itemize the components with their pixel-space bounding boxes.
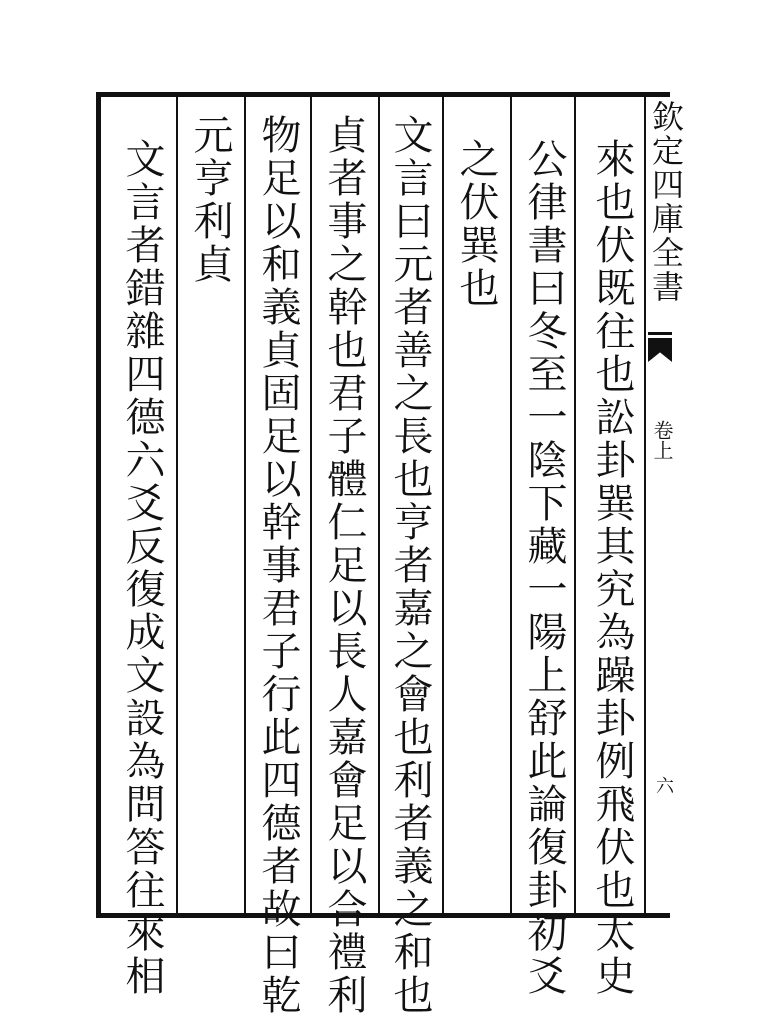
column-rule bbox=[244, 94, 246, 916]
column-rule bbox=[310, 94, 312, 916]
text-column-6: 物足以和義貞固足以幹事君子行此四德者故曰乾 bbox=[255, 114, 301, 1017]
margin-title: 欽定四庫全書 bbox=[647, 100, 685, 304]
text-column-1: 來也伏既往也訟卦巽其究為躁卦例飛伏也太史 bbox=[589, 138, 635, 998]
margin-divider bbox=[644, 92, 646, 918]
column-rule bbox=[574, 94, 576, 916]
text-column-3: 之伏巽也 bbox=[453, 138, 499, 310]
fishtail-line bbox=[648, 332, 672, 335]
column-rule bbox=[510, 94, 512, 916]
column-rule bbox=[378, 94, 380, 916]
column-rule bbox=[442, 94, 444, 916]
margin-page-mark: 六 bbox=[656, 776, 674, 797]
text-column-8: 文言者錯雜四德六爻反復成文設為問答往來相 bbox=[119, 138, 165, 998]
margin-volume: 卷上 bbox=[650, 420, 674, 460]
text-column-7: 元亨利貞 bbox=[187, 114, 233, 286]
column-rule bbox=[176, 94, 178, 916]
text-column-4: 文言曰元者善之長也亨者嘉之會也利者義之和也 bbox=[387, 114, 433, 1017]
page-frame bbox=[96, 92, 674, 918]
text-column-2: 公律書曰冬至一陰下藏一陽上舒此論復卦初爻 bbox=[521, 138, 567, 998]
text-column-5: 貞者事之幹也君子體仁足以長人嘉會足以合禮利 bbox=[321, 114, 367, 1017]
